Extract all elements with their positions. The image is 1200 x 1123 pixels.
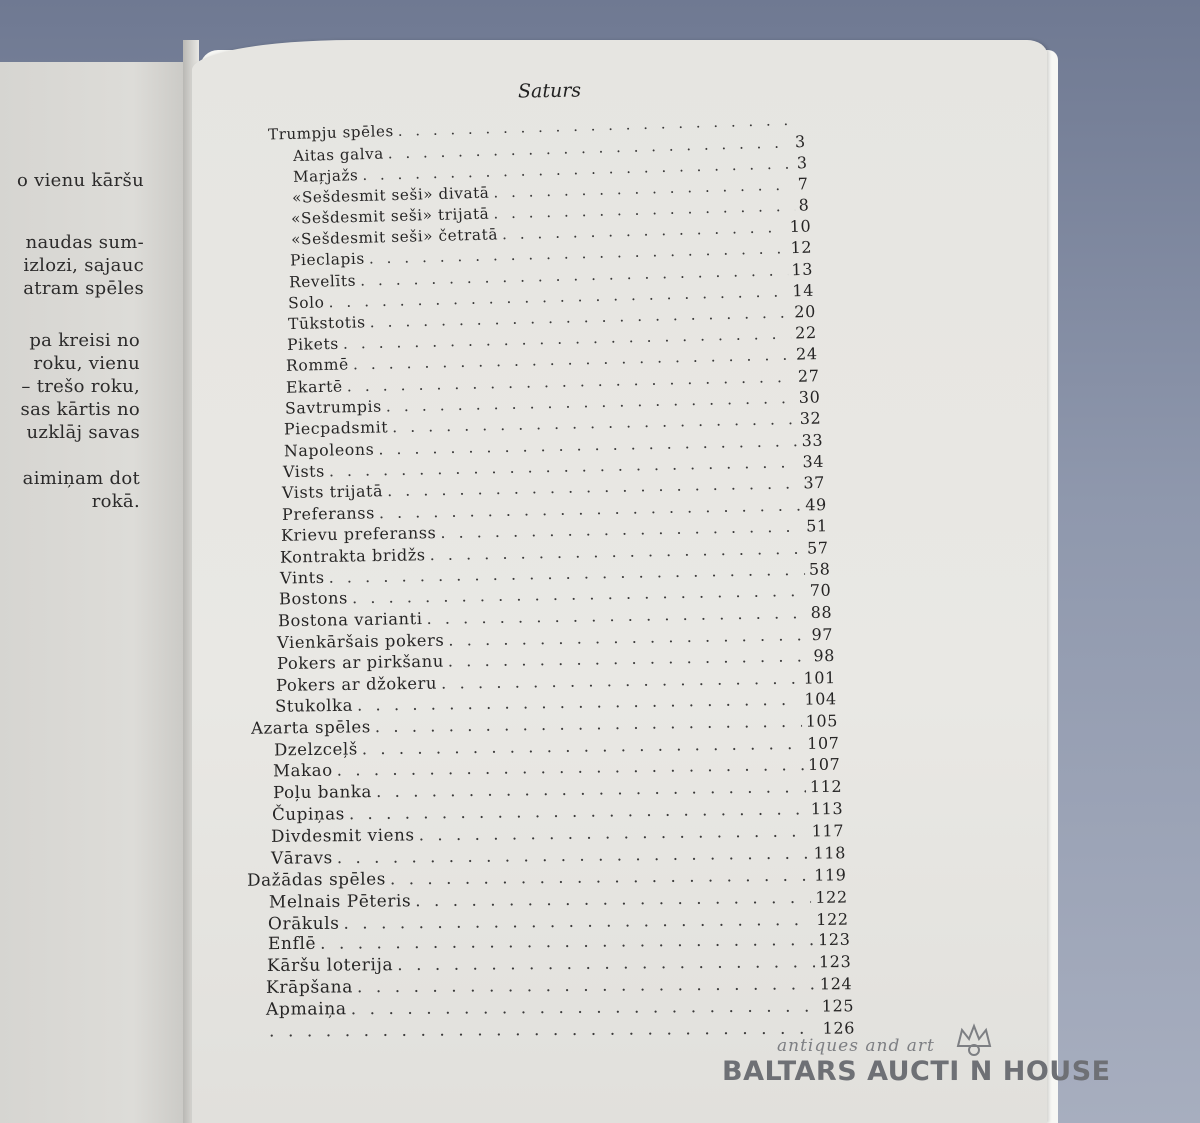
toc-entry-page: 98 — [813, 646, 835, 666]
toc-entry-label: Solo — [288, 293, 326, 312]
toc-entry-page: 123 — [817, 930, 851, 950]
toc-entry-page: 112 — [809, 776, 842, 797]
toc-entry-page: 12 — [790, 237, 813, 258]
toc-entry-page: 22 — [795, 323, 818, 343]
toc-entry-page: 97 — [811, 624, 834, 644]
toc-entry-label: Trumpju spēles — [267, 121, 395, 144]
toc-entry-label: Napoleons — [283, 439, 375, 460]
left-page-text-line: – trešo roku, — [21, 376, 140, 397]
toc-entry-label: Čupiņas — [271, 803, 345, 824]
left-page-text-line: uzklāj savas — [26, 422, 140, 443]
toc-entry-label: Krāpšana — [266, 977, 354, 998]
toc-entry-label: Dzelzceļš — [273, 738, 358, 759]
toc-entry-label: Kontrakta bridžs — [280, 544, 426, 567]
watermark-logo — [722, 1036, 1122, 1096]
watermark-name: BALTARS AUCTI N HOUSE — [722, 1056, 1111, 1087]
left-page-text-line: izlozi, sajauc — [23, 255, 144, 276]
toc-entry-page: 88 — [810, 602, 833, 623]
toc-entry-page: 58 — [808, 559, 831, 579]
toc-entry-page: 122 — [816, 909, 850, 929]
toc-entry-page: 30 — [798, 387, 821, 407]
toc-entry-page: 7 — [797, 174, 809, 194]
watermark-tagline: antiques and art — [777, 1036, 935, 1056]
toc-entry-page: 13 — [791, 259, 814, 279]
crown-icon — [954, 1022, 994, 1056]
left-page-text-line: o vienu kāršu — [16, 170, 144, 191]
toc-entry-label: Krievu preferanss — [280, 523, 437, 545]
toc-title: Saturs — [517, 79, 582, 103]
toc-entry-page: 20 — [793, 301, 816, 322]
toc-entry-page: 126 — [822, 1018, 856, 1038]
toc-entry-page: 117 — [811, 821, 845, 841]
toc-entry-label: Orākuls — [268, 912, 341, 933]
toc-entry-page: 10 — [789, 216, 812, 237]
toc-entry-label: «Sešdesmit seši» divatā — [291, 183, 490, 207]
left-page-text-line: naudas sum- — [25, 232, 144, 253]
toc-entry-label: Savtrumpis — [284, 396, 383, 418]
toc-entry-page: 119 — [814, 865, 847, 885]
left-page-text-line: atram spēles — [23, 278, 144, 299]
toc-entry-label: Bostons — [278, 588, 348, 609]
toc-entry-label: Revelīts — [289, 271, 357, 291]
toc-entry-page: 118 — [813, 843, 846, 863]
toc-entry-label: Apmaiņa — [265, 999, 347, 1020]
toc-entry-page: 113 — [810, 798, 844, 818]
toc-entry-page: 33 — [801, 430, 823, 450]
toc-entry-label: Pokers ar pirkšanu — [276, 651, 444, 674]
toc-entry-label: Ekartē — [285, 377, 343, 397]
toc-entry-label: Bostona varianti — [277, 609, 423, 631]
toc-entry-label: Dažādas spēles — [247, 868, 387, 890]
toc-entry-page: 57 — [807, 537, 829, 558]
left-page-text-line: pa kreisi no — [29, 330, 140, 351]
left-page-text-line: aimiņam dot — [22, 468, 140, 489]
toc-entry-page: 34 — [802, 451, 825, 472]
toc-entry-label: Piecpadsmit — [284, 417, 389, 439]
toc-entry-page: 107 — [808, 754, 841, 775]
toc-entry-label: Rommē — [286, 355, 350, 376]
toc-entry-page: 123 — [818, 952, 852, 972]
toc-entry-label: Divdesmit viens — [271, 824, 415, 847]
toc-entry-label: Vāravs — [270, 847, 333, 868]
toc-entry-page: 3 — [796, 153, 808, 173]
left-page-text-line: roku, vienu — [33, 353, 140, 374]
toc-entry-label: Maŗjažs — [292, 166, 359, 186]
toc-entry-label: Aitas galva — [293, 144, 385, 166]
toc-entry-page: 122 — [815, 887, 848, 907]
toc-entry-label: «Sešdesmit seši» trijatā — [291, 204, 490, 228]
toc-entry-label: Pokers ar džokeru — [275, 673, 438, 695]
toc-entry-page: 124 — [820, 974, 853, 994]
toc-entry-page: 3 — [795, 131, 807, 152]
toc-entry-label: Enflē — [267, 934, 316, 955]
toc-entry-page: 104 — [804, 689, 838, 709]
left-page-text-line: sas kārtis no — [20, 399, 140, 420]
toc-entry-label: Makao — [273, 760, 334, 781]
toc-entry-page: 14 — [792, 280, 815, 301]
toc-entry-label: Vints — [279, 567, 325, 588]
toc-entry-page: 51 — [805, 516, 828, 536]
toc-entry-page: 107 — [807, 733, 840, 753]
toc-entry-page: 8 — [798, 195, 810, 215]
toc-entry-label: Tūkstotis — [287, 313, 366, 333]
left-page-text-line: rokā. — [91, 491, 140, 512]
toc-entry-page: 24 — [796, 344, 819, 364]
toc-entry-label: Vists — [282, 461, 325, 482]
toc-entry-page: 37 — [803, 473, 826, 493]
toc-entry-label: Pieclapis — [289, 250, 365, 270]
toc-entry-page: 49 — [804, 494, 827, 515]
toc-entry-page: 27 — [797, 365, 820, 386]
toc-entry-page: 70 — [809, 581, 832, 601]
toc-entry-label: Stukolka — [275, 695, 354, 716]
toc-entry-page: 105 — [805, 711, 839, 731]
toc-entry-label: Vists trijatā — [282, 481, 384, 503]
toc-entry-label: Melnais Pēteris — [269, 889, 412, 912]
toc-entry-label: Kāršu loterija — [267, 955, 394, 977]
toc-entry-label: Vienkāršais pokers — [277, 630, 445, 652]
toc-entry-label: Azarta spēles — [251, 717, 372, 738]
toc-entry-label: Pikets — [286, 334, 340, 355]
toc-entry-label: Poļu banka — [272, 781, 372, 803]
toc-entry-label: Preferanss — [281, 502, 375, 524]
right-book-page — [192, 40, 1047, 1123]
toc-entry-page: 101 — [803, 667, 837, 688]
toc-entry-page: 125 — [821, 996, 854, 1016]
toc-entry-page: 32 — [799, 408, 822, 429]
left-book-page — [0, 62, 190, 1123]
toc-entry-label: «Sešdesmit seši» četratā — [290, 225, 498, 249]
